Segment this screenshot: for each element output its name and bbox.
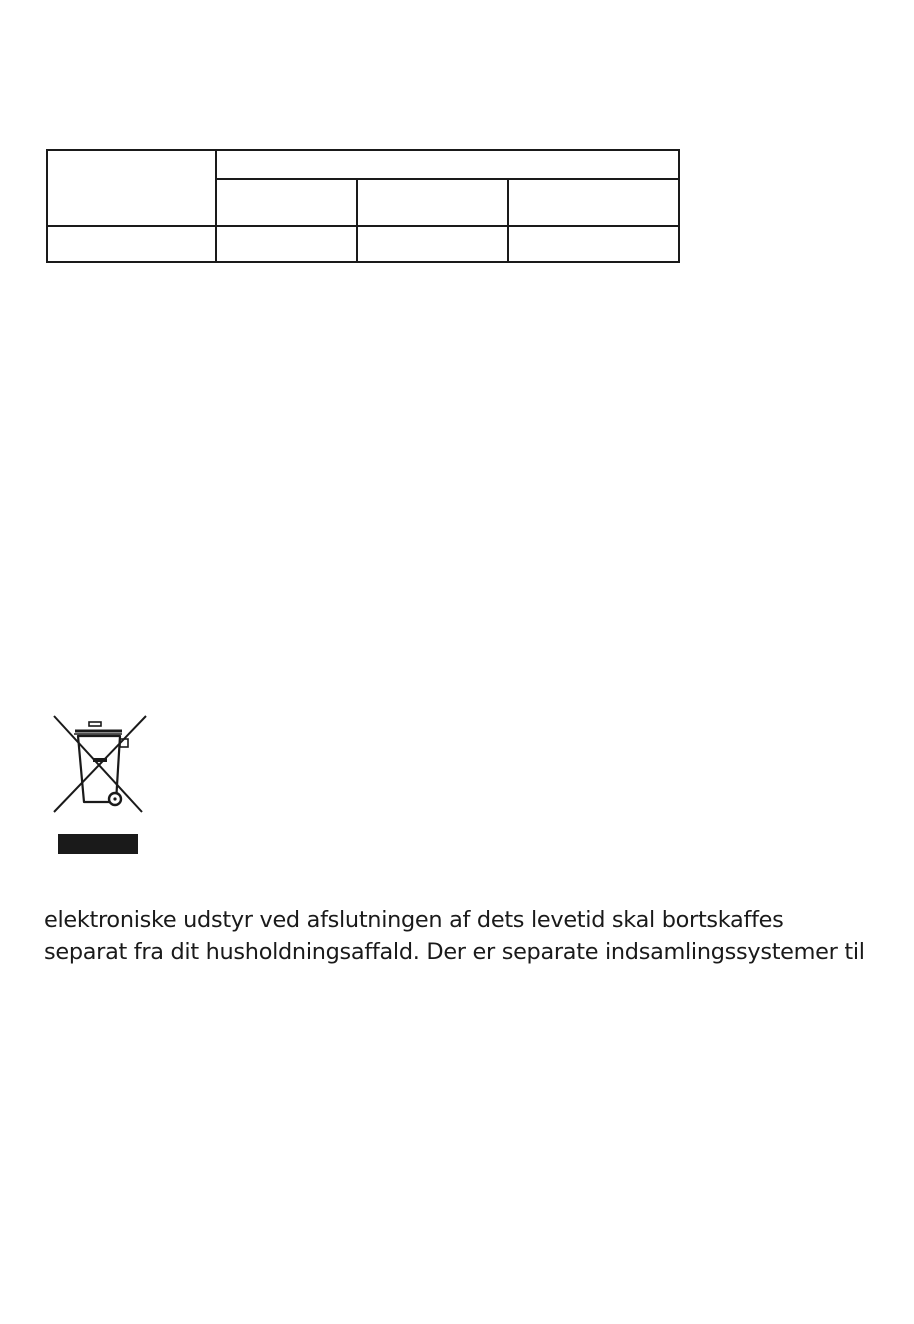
table-cell [47, 150, 216, 226]
table-cell [216, 179, 357, 226]
table-cell [508, 226, 679, 262]
table-cell [216, 150, 679, 179]
table-cell [508, 179, 679, 226]
table-cell [216, 226, 357, 262]
table-row [47, 226, 679, 262]
table-cell [357, 179, 508, 226]
text-line: elektroniske udstyr ved afslutningen af dets levetid skal bortskaffes [44, 907, 784, 933]
disposal-paragraph [44, 904, 908, 968]
spec-table [46, 149, 680, 263]
table-cell [357, 226, 508, 262]
text-line: separat fra dit husholdningsaffald. Der er separate indsamlingssystemer til [44, 939, 865, 965]
crossed-out-wheelie-bin-icon [40, 712, 156, 858]
table-header-row [47, 150, 679, 179]
table-cell [47, 226, 216, 262]
